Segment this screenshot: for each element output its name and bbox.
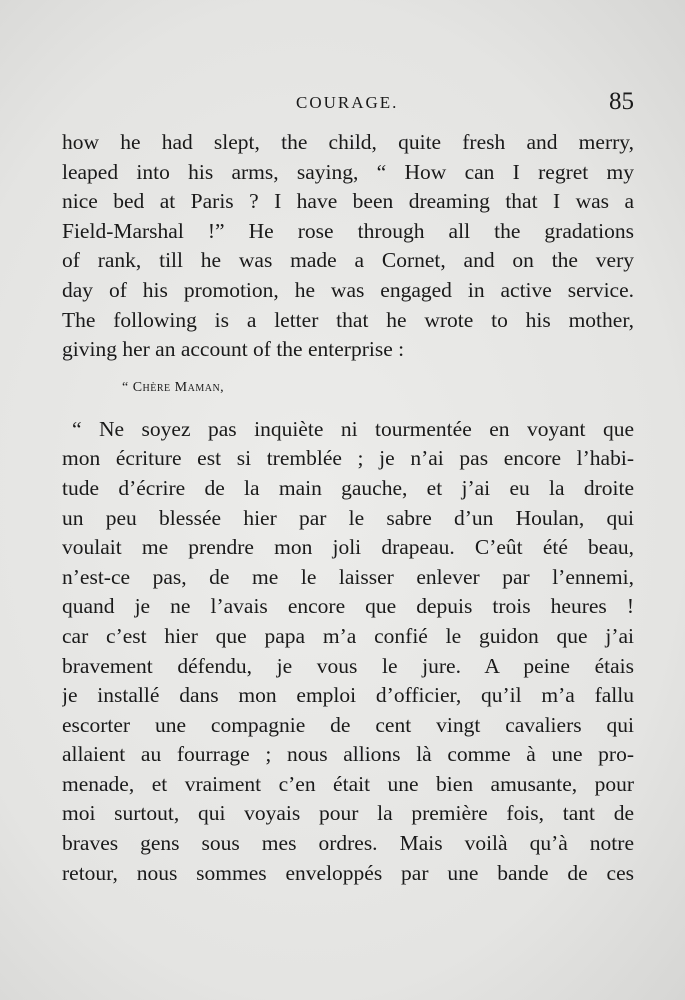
text-line: how he had slept, the child, quite fresh and merry, — [62, 130, 634, 154]
text-line: un peu blessée hier par le sabre d’un Houlan, qui — [62, 505, 634, 530]
text-line: day of his promotion, he was engaged in active service. — [62, 277, 634, 302]
letter-salutation — [62, 375, 634, 401]
text-line: nice bed at Paris ? I have been dreaming that I was a — [62, 189, 634, 214]
letter-paragraph — [62, 415, 634, 889]
text-line: giving her an account of the enterprise : — [62, 337, 405, 362]
running-head — [62, 88, 634, 120]
text-line: escorter une compagnie de cent vingt cavaliers qui — [62, 712, 634, 737]
text-line: car c’est hier que papa m’a confié le guidon que j’ai — [62, 623, 634, 648]
text-line: The following is a letter that he wrote to his mother, — [62, 307, 634, 332]
text-line: n’est-ce pas, de me le laisser enlever par l’ennemi, — [62, 564, 634, 589]
narrative-paragraph — [62, 128, 634, 365]
text-line: leaped into his arms, saying, “ How can I regret my — [62, 159, 634, 184]
page-number: 85 — [609, 88, 634, 115]
page-body — [62, 128, 634, 888]
text-line: retour, nous sommes enveloppés par une bande de ces — [62, 860, 634, 885]
text-line: je installé dans mon emploi d’officier, qu’il m’a fallu — [62, 683, 634, 708]
text-line: Field-Marshal !” He rose through all the gradations — [62, 218, 634, 243]
text-line: allaient au fourrage ; nous allions là comme à une pro- — [62, 742, 634, 767]
text-line: menade, et vraiment c’en était une bien amusante, pour — [62, 771, 634, 796]
text-line: voulait me prendre mon joli drapeau. C’eût été beau, — [62, 535, 634, 560]
text-line: tude d’écrire de la main gauche, et j’ai eu la droite — [62, 475, 634, 500]
salutation-text: “ Chère Maman, — [122, 379, 225, 395]
text-line: bravement défendu, je vous le jure. A peine étais — [62, 653, 634, 678]
text-line: quand je ne l’avais encore que depuis trois heures ! — [62, 594, 634, 619]
text-line: “ Ne soyez pas inquiète ni tourmentée en voyant que — [72, 416, 634, 441]
running-title: COURAGE. — [296, 93, 399, 112]
text-line: braves gens sous mes ordres. Mais voilà qu’à notre — [62, 831, 634, 856]
text-line: mon écriture est si tremblée ; je n’ai pas encore l’habi- — [62, 446, 634, 471]
text-line: moi surtout, qui voyais pour la première fois, tant de — [62, 801, 634, 826]
text-line: of rank, till he was made a Cornet, and on the very — [62, 248, 634, 273]
